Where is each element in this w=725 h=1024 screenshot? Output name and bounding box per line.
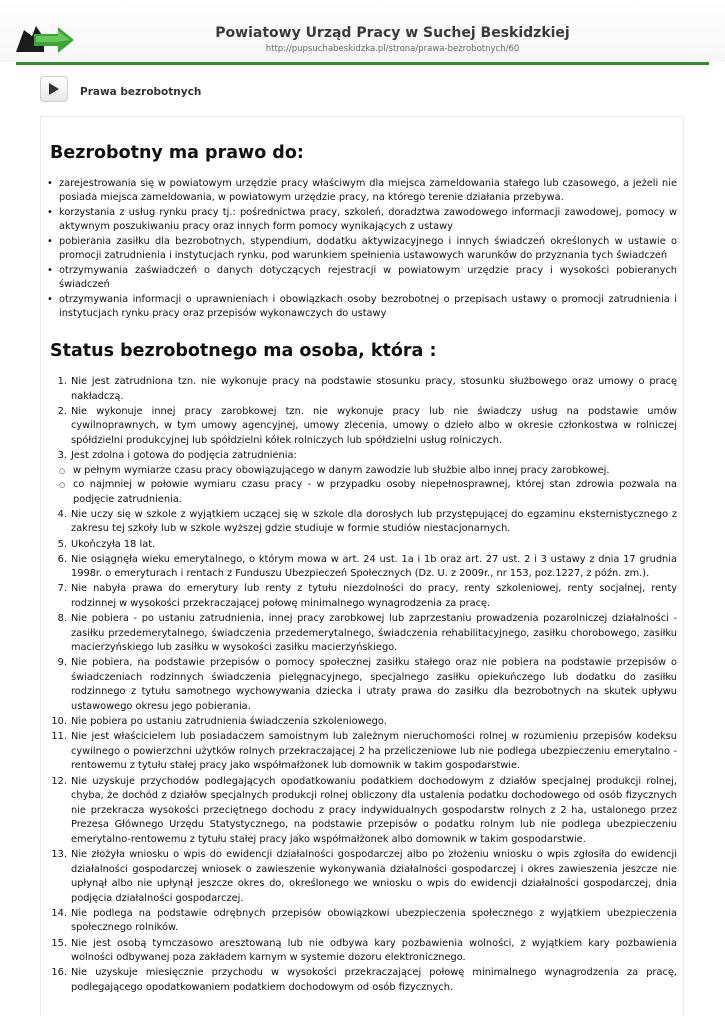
play-icon	[49, 83, 59, 95]
item-number: 13.	[51, 849, 67, 860]
list-item	[51, 937, 677, 966]
item-text: Nie pobiera po ustaniu zatrudnienia świadczenia szkoleniowego.	[71, 716, 387, 728]
list-item	[51, 715, 677, 730]
list-item	[57, 449, 677, 507]
item-text: Jest zdolna i gotowa do podjęcia zatrudnienia:	[71, 449, 297, 461]
item-number: 10.	[51, 716, 67, 728]
item-number: 15.	[51, 937, 67, 949]
sub-list-item: ○ w pełnym wymiarze czasu pracy obowiązującego w danym zawodzie lub służbie albo innej pracy zarobkowej.	[69, 464, 677, 479]
item-number: 1.	[57, 376, 67, 387]
back-button[interactable]	[40, 76, 68, 102]
list-item: • otrzymywania zaświadczeń o danych dotyczących rejestracji w powiatowym urzędzie pracy i wysokości pobieranych świadczeń	[59, 264, 677, 292]
item-number: 11.	[51, 731, 67, 743]
item-text: Nie pobiera - po ustaniu zatrudnienia, innej pracy zarobkowej lub zaprzestaniu prowadzenia pozarolniczej działalności - zasiłku przedemerytalnego, świadczenia przedemerytalnego, świadczenia rehabilitacyjnego, zasiłku chorobowego, zasiłku macierzyńskiego lub zasiłku w wysokości zasiłku macierzyńskiego.	[71, 613, 677, 654]
item-text: Nie uzyskuje miesięcznie przychodu w wysokości przekraczającej połowę minimalnego wynagrodzenia za pracę, podlegającego opodatkowaniem podatkiem dochodowym od osób fizycznych.	[71, 967, 677, 993]
rights-list	[43, 177, 677, 322]
sub-list-item: ○ co najmniej w połowie wymiaru czasu pracy - w przypadku osoby niepełnosprawnej, której stan zdrowia pozwala na podjęcie zatrudnienia.	[69, 478, 677, 507]
item-text: Nie jest osobą tymczasowo aresztowaną lub nie odbywa kary pozbawienia wolności, z wyjątkiem kary pozbawienia wolności odbywanej poza zakładem karnym w systemie dozoru elektronicznego.	[71, 937, 677, 964]
breadcrumb-current: Prawa bezrobotnych	[80, 86, 202, 98]
item-text: Nie jest zatrudniona tzn. nie wykonuje pracy na podstawie stosunku pracy, stosunku służbowego oraz umowy o pracę nakładczą.	[71, 376, 677, 402]
list-item	[57, 612, 677, 656]
status-list	[43, 375, 677, 996]
item-text: Ukończyła 18 lat.	[71, 538, 156, 550]
list-item	[57, 405, 677, 449]
item-number: 5.	[57, 538, 67, 550]
status-heading: Status bezrobotnego ma osoba, która :	[50, 341, 437, 361]
site-title: Powiatowy Urząd Pracy w Suchej Beskidzkiej	[215, 25, 570, 41]
list-item	[51, 775, 677, 848]
list-item: • pobierania zasiłku dla bezrobotnych, stypendium, dodatku aktywizacyjnego i innych świadczeń określonych w ustawie o promocji zatrudnienia i instytucjach rynku, pod warunkiem spełnienia ustawowych warunków do przyznania tych świadczeń	[59, 235, 677, 263]
list-item: • zarejestrowania się w powiatowym urzędzie pracy właściwym dla miejsca zameldowania stałego lub czasowego, a jeżeli nie posiada miejsca zameldowania, w powiatowym urzędzie pracy, na którego terenie działania przebywa.	[59, 177, 677, 205]
item-number: 7.	[57, 583, 67, 595]
item-text: Nie uczy się w szkole z wyjątkiem uczącej się w szkole dla dorosłych lub przystępującej do egzaminu eksternistycznego z zakresu tej szkoły lub w szkole wyższej gdzie studiuje w formie studiów niestacjonarnych.	[71, 508, 677, 535]
item-number: 4.	[57, 508, 67, 520]
item-number: 2.	[57, 405, 67, 417]
site-url[interactable]: http://pupsuchabeskidzka.pl/strona/prawa-bezrobotnych/60	[265, 44, 520, 54]
item-number: 9.	[57, 657, 67, 669]
item-number: 8.	[57, 613, 67, 624]
item-text: Nie podlega na podstawie odrębnych przepisów obowiązkowi ubezpieczenia społecznego z wyjątkiem ubezpieczenia społecznego rolników.	[71, 907, 677, 934]
list-item: • korzystania z usług rynku pracy tj.: pośrednictwa pracy, szkoleń, doradztwa zawodowego informacji zawodowej, pomocy w aktywnym poszukiwaniu pracy oraz innych form pomocy wynikających z ustawy	[59, 206, 677, 234]
list-item	[57, 553, 677, 582]
sub-list	[71, 464, 677, 508]
item-text: Nie nabyła prawa do emerytury lub renty z tytułu niezdolności do pracy, renty szkoleniowej, renty socjalnej, renty rodzinnej w wysokości przekraczającej połowę minimalnego wynagrodzenia za pracę.	[71, 583, 677, 609]
list-item	[57, 656, 677, 714]
item-number: 12.	[51, 775, 67, 787]
item-number: 6.	[57, 553, 67, 565]
item-number: 14.	[51, 907, 67, 919]
list-item	[57, 582, 677, 611]
item-text: Nie złożyła wniosku o wpis do ewidencji działalności gospodarczej albo po złożeniu wniosku o wpis zgłosiła do ewidencji działalności gospodarczej wniosek o zawieszenie wykonywania działalności gospodarczej i okres zawieszenia jeszcze nie upłynął albo nie upłynął jeszcze okres do, określonego we wniosku o wpis do ewidencji działalności gospodarczej, dnia podjęcia działalności gospodarczej.	[71, 849, 677, 904]
item-text: Nie wykonuje innej pracy zarobkowej tzn. nie wykonuje pracy lub nie świadczy usług na podstawie umów cywilnoprawnych, w tym umowy agencyjnej, umowy zlecenia, umowy o dzieło albo w okresie członkostwa w rolniczej spółdzielni produkcyjnej lub spółdzielni kółek rolniczych lub spółdzielni usług rolniczych.	[71, 405, 677, 446]
list-item	[51, 730, 677, 774]
item-text: Nie osiągnęła wieku emerytalnego, o którym mowa w art. 24 ust. 1a i 1b oraz art. 27 ust. 2 i 3 ustawy z dnia 17 grudnia 1998r. o emeryturach i rentach z Funduszu Ubezpieczeń Społecznych (Dz. U. z 2009r., nr 153, poz.1227, z późn. zm.).	[71, 553, 677, 580]
item-number: 3.	[57, 449, 67, 461]
breadcrumb	[0, 65, 725, 111]
list-item	[51, 966, 677, 995]
item-text: Nie uzyskuje przychodów podlegających opodatkowaniu podatkiem dochodowym z działów specjalnej produkcji rolnej, chyba, że dochód z działów specjalnych produkcji rolnej obliczony dla ustalenia podatku dochodowego od osób fizycznych nie przekracza wysokości przeciętnego dochodu z pracy indywidualnych gospodarstw rolnych z 2 ha, ustalonego przez Prezesa Głównego Urzędu Statystycznego, na podstawie przepisów o podatku rolnym lub nie podlega ubezpieczeniu emerytalno-rentowemu z tytułu stałej pracy jako współmałżonek albo domownik w takim gospodarstwie.	[71, 775, 677, 845]
item-number: 16.	[51, 967, 67, 979]
list-item: • otrzymywania informacji o uprawnieniach i obowiązkach osoby bezrobotnej o przepisach ustawy o promocji zatrudnienia i instytucjach rynku pracy oraz przepisów wykonawczych do ustawy	[59, 293, 677, 321]
list-item	[57, 538, 677, 553]
rights-heading: Bezrobotny ma prawo do:	[50, 143, 304, 163]
list-item	[57, 508, 677, 537]
item-text: Nie pobiera, na podstawie przepisów o pomocy społecznej zasiłku stałego oraz nie pobiera na podstawie przepisów o świadczeniach rodzinnych świadczenia pielęgnacyjnego, specjalnego zasiłku opiekuńczego lub dodatku do zasiłku rodzinnego z tytułu samotnego wychowywania dziecka i utraty prawa do zasiłku dla bezrobotnych na skutek upływu ustawowego okresu jego pobierania.	[71, 657, 677, 713]
article-content	[40, 116, 684, 1016]
list-item	[57, 375, 677, 404]
site-header	[0, 0, 725, 62]
list-item	[51, 907, 677, 936]
list-item	[51, 848, 677, 906]
item-text: Nie jest właścicielem lub posiadaczem samoistnym lub zależnym nieruchomości rolnej w rozumieniu przepisów kodeksu cywilnego o powierzchni użytków rolnych przekraczającej 2 ha przeliczeniowe lub nie podlega ubezpieczeniu emerytalno - rentowemu z tytułu stałej pracy jako współmałżonek lub domownik w takim gospodarstwie.	[71, 731, 677, 772]
